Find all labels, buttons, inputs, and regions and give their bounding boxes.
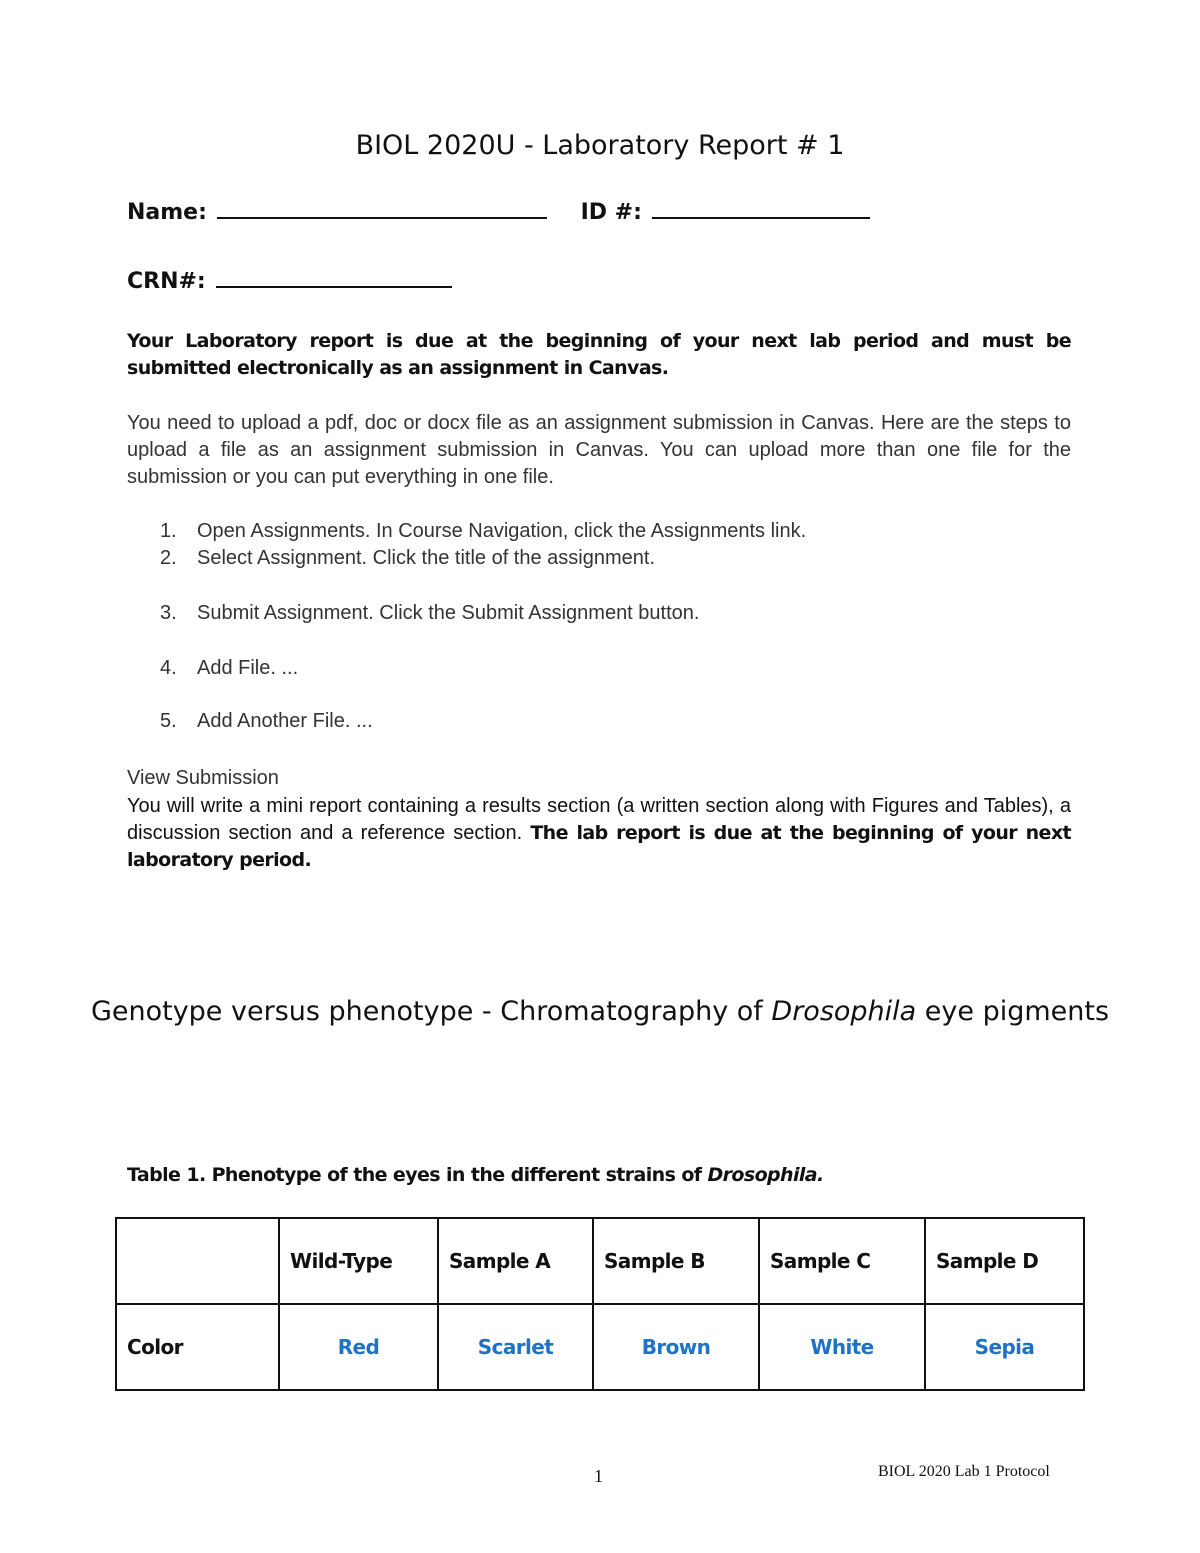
step-item: 5. Add Another File. ... [160,710,373,732]
crn-blank [216,266,452,288]
table-header-cell: Sample A [438,1218,593,1304]
name-label: Name: [127,200,207,225]
step-item: 4. Add File. ... [160,657,299,679]
section-title: Genotype versus phenotype - Chromatography of Drosophila eye pigments [90,996,1110,1027]
report-due-text: The lab report is due at the beginning of your next laboratory period. [127,822,1071,871]
table-caption: Table 1. Phenotype of the eyes in the different strains of Drosophila. [127,1164,824,1186]
table-row [116,1304,1084,1390]
page-number: 1 [594,1466,603,1486]
step-item: 2. Select Assignment. Click the title of the assignment. [160,547,655,569]
footer-label: BIOL 2020 Lab 1 Protocol [878,1463,1050,1480]
phenotype-table [115,1217,1085,1391]
color-value-cell: Scarlet [438,1304,593,1390]
crn-label: CRN#: [127,269,206,294]
due-notice: Your Laboratory report is due at the beginning of your next lab period and must be submitted electronically as an assignment in Canvas. [127,330,1071,379]
page-title: BIOL 2020U - Laboratory Report # 1 [355,130,845,161]
report-instructions [127,793,1071,874]
color-value-cell: Sepia [925,1304,1084,1390]
table-header-cell: Wild-Type [279,1218,438,1304]
id-label: ID #: [580,200,642,225]
step-item: 3. Submit Assignment. Click the Submit Assignment button. [160,602,700,624]
name-id-line [127,197,870,225]
color-value-cell: White [759,1304,925,1390]
view-submission-text: View Submission [127,767,279,789]
id-blank [652,197,870,219]
table-header-cell: Sample C [759,1218,925,1304]
color-value-cell: Red [279,1304,438,1390]
crn-line [127,266,452,294]
upload-instructions: You need to upload a pdf, doc or docx file as an assignment submission in Canvas. Here are the steps to upload a file as an assignment submission in Canvas. You can upload more than one file for the submission or you can put everything in one file. [127,412,1071,488]
table-header-cell: Sample B [593,1218,759,1304]
step-item: 1. Open Assignments. In Course Navigation, click the Assignments link. [160,520,807,542]
color-value-cell: Brown [593,1304,759,1390]
report-text: You will write a mini report containing a results section (a written section along with Figures and Tables), a discussion section and a reference section. [127,795,1071,844]
table-header-cell [116,1218,279,1304]
row-label: Color [116,1304,279,1390]
table-header-cell: Sample D [925,1218,1084,1304]
table-header-row [116,1218,1084,1304]
name-blank [217,197,547,219]
